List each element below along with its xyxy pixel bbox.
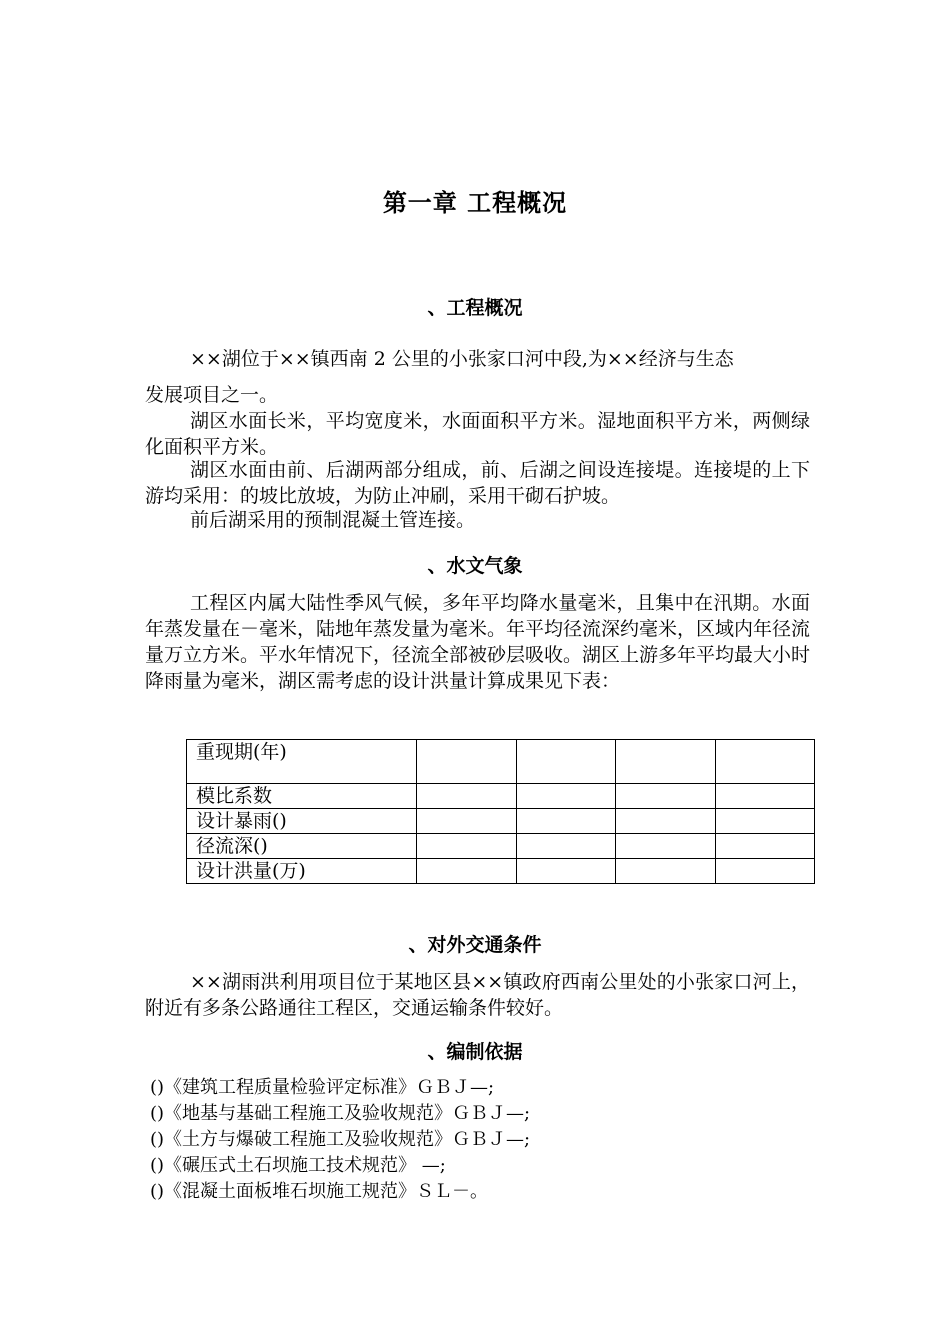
overview-paragraph-2: 湖区水面长米，平均宽度米，水面面积平方米。湿地面积平方米，两侧绿化面积平方米。 bbox=[145, 410, 810, 458]
table-cell bbox=[715, 809, 815, 834]
table-cell bbox=[516, 834, 616, 859]
table-cell bbox=[715, 859, 815, 884]
table-cell bbox=[417, 740, 517, 784]
overview-paragraph-4: 前后湖采用的预制混凝土管连接。 bbox=[190, 509, 476, 531]
table-cell bbox=[516, 859, 616, 884]
section-title-basis: 、编制依据 bbox=[427, 1041, 523, 1063]
overview-paragraph-3: 湖区水面由前、后湖两部分组成，前、后湖之间设连接堤。连接堤的上下游均采用：的坡比放坡，为防止冲刷，采用干砌石护坡。 bbox=[145, 459, 810, 507]
section-title-traffic: 、对外交通条件 bbox=[408, 934, 542, 956]
table-row-label: 设计暴雨() bbox=[187, 809, 417, 834]
table-row bbox=[187, 784, 815, 809]
table-cell bbox=[616, 740, 716, 784]
table-row-label: 模比系数 bbox=[187, 784, 417, 809]
table-cell bbox=[616, 859, 716, 884]
chapter-title: 第一章 工程概况 bbox=[382, 189, 568, 217]
section-title-overview: 、工程概况 bbox=[427, 297, 523, 319]
table-row-label: 径流深() bbox=[187, 834, 417, 859]
overview-paragraph-1-cont: 发展项目之一。 bbox=[145, 384, 279, 406]
section-title-hydrology: 、水文气象 bbox=[427, 555, 523, 577]
table-cell bbox=[715, 834, 815, 859]
overview-paragraph-1: ××湖位于××镇西南 2 公里的小张家口河中段,为××经济与生态 bbox=[190, 348, 734, 370]
list-item: ()《建筑工程质量检验评定标准》ＧＢＪ—; bbox=[150, 1077, 495, 1098]
table-cell bbox=[616, 809, 716, 834]
table-cell bbox=[417, 859, 517, 884]
table-cell bbox=[715, 740, 815, 784]
table-cell bbox=[417, 784, 517, 809]
table-cell bbox=[417, 834, 517, 859]
table-cell bbox=[715, 784, 815, 809]
list-item: ()《混凝土面板堆石坝施工规范》ＳＬ－。 bbox=[150, 1181, 489, 1202]
list-item: ()《地基与基础工程施工及验收规范》ＧＢＪ—; bbox=[150, 1103, 531, 1124]
table-cell bbox=[516, 784, 616, 809]
table-cell bbox=[417, 809, 517, 834]
table-row bbox=[187, 740, 815, 784]
table-row bbox=[187, 834, 815, 859]
table-cell bbox=[616, 834, 716, 859]
traffic-paragraph: ××湖雨洪利用项目位于某地区县××镇政府西南公里处的小张家口河上，附近有多条公路通往工程区，交通运输条件较好。 bbox=[145, 971, 810, 1019]
table-cell bbox=[616, 784, 716, 809]
list-item: ()《碾压式土石坝施工技术规范》 —; bbox=[150, 1155, 446, 1176]
table-row-label: 设计洪量(万) bbox=[187, 859, 417, 884]
reference-list bbox=[150, 1075, 530, 1205]
table-row bbox=[187, 809, 815, 834]
table-row-label: 重现期(年) bbox=[187, 740, 417, 784]
table-row bbox=[187, 859, 815, 884]
list-item: ()《土方与爆破工程施工及验收规范》ＧＢＪ—; bbox=[150, 1129, 531, 1150]
hydrology-paragraph: 工程区内属大陆性季风气候，多年平均降水量毫米，且集中在汛期。水面年蒸发量在－毫米，陆地年蒸发量为毫米。年平均径流深约毫米，区域内年径流量万立方米。平水年情况下，径流全部被砂层吸收。湖区上游多年平均最大小时降雨量为毫米，湖区需考虑的设计洪量计算成果见下表： bbox=[145, 592, 811, 692]
flood-table bbox=[186, 739, 815, 884]
table-cell bbox=[516, 740, 616, 784]
table-cell bbox=[516, 809, 616, 834]
